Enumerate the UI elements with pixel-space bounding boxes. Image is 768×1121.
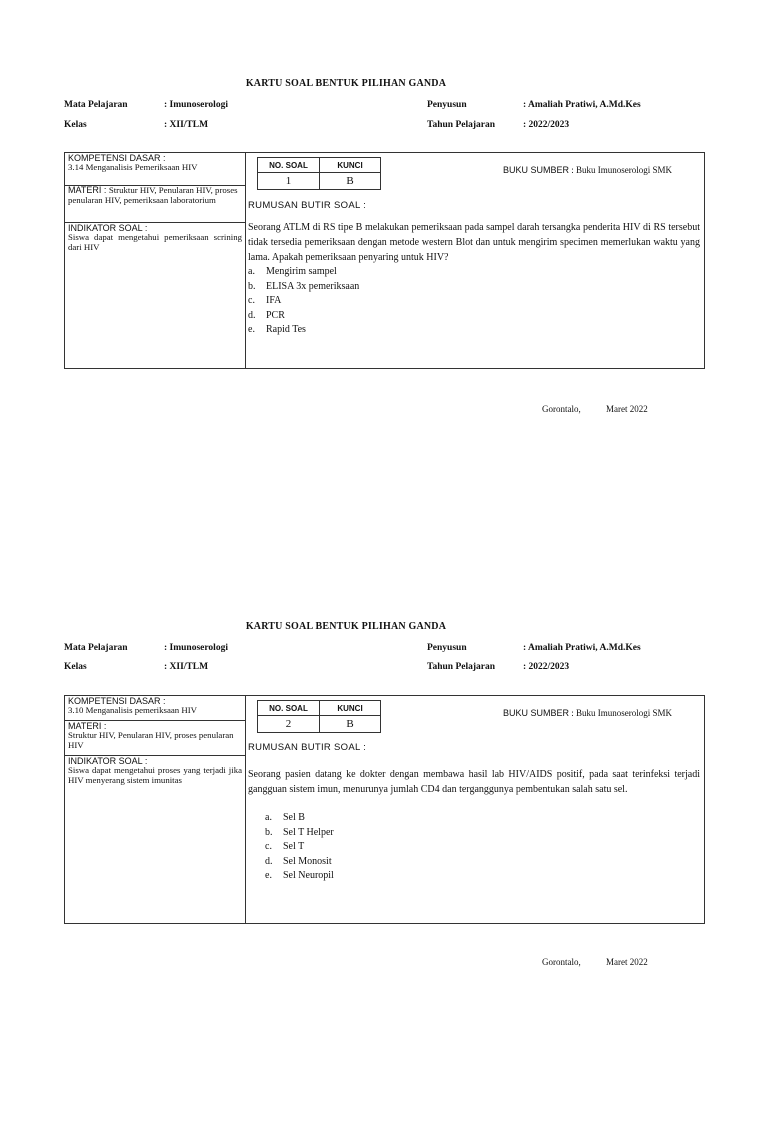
competency-cell (65, 153, 245, 186)
year-value: : 2022/2023 (523, 120, 570, 130)
indicator-text: Siswa dapat mengetahui proses yang terjadi jika HIV menyerang sistem imunitas (68, 765, 242, 785)
left-column (65, 153, 246, 368)
author-value: : Amaliah Pratiwi, A.Md.Kes (523, 100, 641, 110)
option-c: c. Sel T (265, 841, 305, 852)
material-text: Struktur HIV, Penularan HIV, proses penularan HIV, pemeriksaan laboratorium (68, 185, 238, 205)
no-soal-header: NO. SOAL (258, 158, 320, 173)
question-heading: RUMUSAN BUTIR SOAL : (248, 200, 367, 211)
sign-place: Gorontalo, (542, 957, 581, 967)
indicator-header: INDIKATOR SOAL : (68, 223, 148, 233)
competency-text: 3.10 Menganalisis pemeriksaan HIV (68, 705, 197, 715)
indicator-cell (65, 756, 245, 796)
indicator-text: Siswa dapat mengetahui pemeriksaan scrining dari HIV (68, 232, 242, 252)
question-number-table (257, 700, 381, 733)
author-label: Penyusun (427, 100, 467, 110)
source-book (503, 708, 672, 718)
kunci-value: B (320, 716, 381, 733)
year-label: Tahun Pelajaran (427, 662, 496, 672)
question-heading: RUMUSAN BUTIR SOAL : (248, 742, 367, 753)
kunci-header: KUNCI (320, 701, 381, 716)
subject-label: Mata Pelajaran (64, 100, 128, 110)
answer-options (248, 265, 359, 338)
sign-date: Maret 2022 (606, 404, 648, 414)
material-header: MATERI : (68, 721, 107, 731)
class-value: : XII/TLM (164, 120, 209, 130)
question-text: Seorang ATLM di RS tipe B melakukan pemeriksaan pada sampel darah tersangka penderita HIV di RS tersebut tidak tersedia pemeriksaan dengan metode western Blot dan untuk mengirim specimen memerlukan waktu yang lama. Apakah pemeriksaan penyaring untuk HIV? (248, 222, 700, 263)
class-label: Kelas (64, 662, 87, 672)
question-card-2 (0, 621, 768, 1121)
question-box (64, 152, 705, 369)
option-d: d. PCR (248, 309, 285, 321)
year-label: Tahun Pelajaran (427, 120, 496, 130)
kunci-value: B (320, 173, 381, 190)
card-title: KARTU SOAL BENTUK PILIHAN GANDA (245, 621, 447, 632)
sign-date: Maret 2022 (606, 957, 648, 967)
subject-value: : Imunoserologi (164, 100, 228, 110)
competency-text: 3.14 Menganalisis Pemeriksaan HIV (68, 162, 198, 172)
class-value: : XII/TLM (164, 662, 209, 672)
author-value: : Amaliah Pratiwi, A.Md.Kes (523, 643, 641, 653)
option-b: b. Sel T Helper (265, 826, 334, 838)
question-text: Seorang pasien datang ke dokter dengan membawa hasil lab HIV/AIDS positif, pada saat terinfeksi terjadi gangguan sistem imun, menurunya jumlah CD4 dan terganggunya pembentukan salah satu sel. (248, 769, 700, 795)
question-card-1 (0, 78, 768, 578)
indicator-cell (65, 223, 245, 263)
competency-header: KOMPETENSI DASAR : (68, 696, 166, 706)
left-column (65, 696, 246, 923)
subject-label: Mata Pelajaran (64, 643, 128, 653)
year-value: : 2022/2023 (523, 662, 570, 672)
source-value: : Buku Imunoserologi SMK (569, 708, 673, 718)
option-e: e. Sel Neuropil (265, 870, 334, 881)
source-label: BUKU SUMBER (503, 165, 570, 175)
source-book (503, 165, 672, 175)
kunci-header: KUNCI (320, 158, 381, 173)
option-d: d. Sel Monosit (265, 855, 332, 867)
source-value: : Buku Imunoserologi SMK (569, 165, 673, 175)
material-cell (65, 721, 245, 756)
competency-cell (65, 696, 245, 721)
question-box (64, 695, 705, 924)
no-soal-header: NO. SOAL (258, 701, 320, 716)
material-text: Struktur HIV, Penularan HIV, proses penularan HIV (68, 730, 234, 750)
no-soal-value: 1 (258, 173, 320, 190)
no-soal-value: 2 (258, 716, 320, 733)
subject-value: : Imunoserologi (164, 643, 228, 653)
indicator-header: INDIKATOR SOAL : (68, 756, 148, 766)
competency-header: KOMPETENSI DASAR : (68, 153, 166, 163)
card-title: KARTU SOAL BENTUK PILIHAN GANDA (245, 78, 447, 89)
author-label: Penyusun (427, 643, 467, 653)
material-cell (65, 186, 245, 223)
sign-place: Gorontalo, (542, 404, 581, 414)
question-number-table (257, 157, 381, 190)
option-a: a. Mengirim sampel (248, 266, 337, 277)
material-header: MATERI : (68, 185, 109, 195)
class-label: Kelas (64, 120, 87, 130)
source-label: BUKU SUMBER (503, 708, 570, 718)
option-e: e. Rapid Tes (248, 324, 306, 335)
option-a: a. Sel B (265, 812, 305, 823)
option-c: c. IFA (248, 295, 282, 306)
answer-options (265, 811, 334, 884)
option-b: b. ELISA 3x pemeriksaan (248, 280, 360, 292)
